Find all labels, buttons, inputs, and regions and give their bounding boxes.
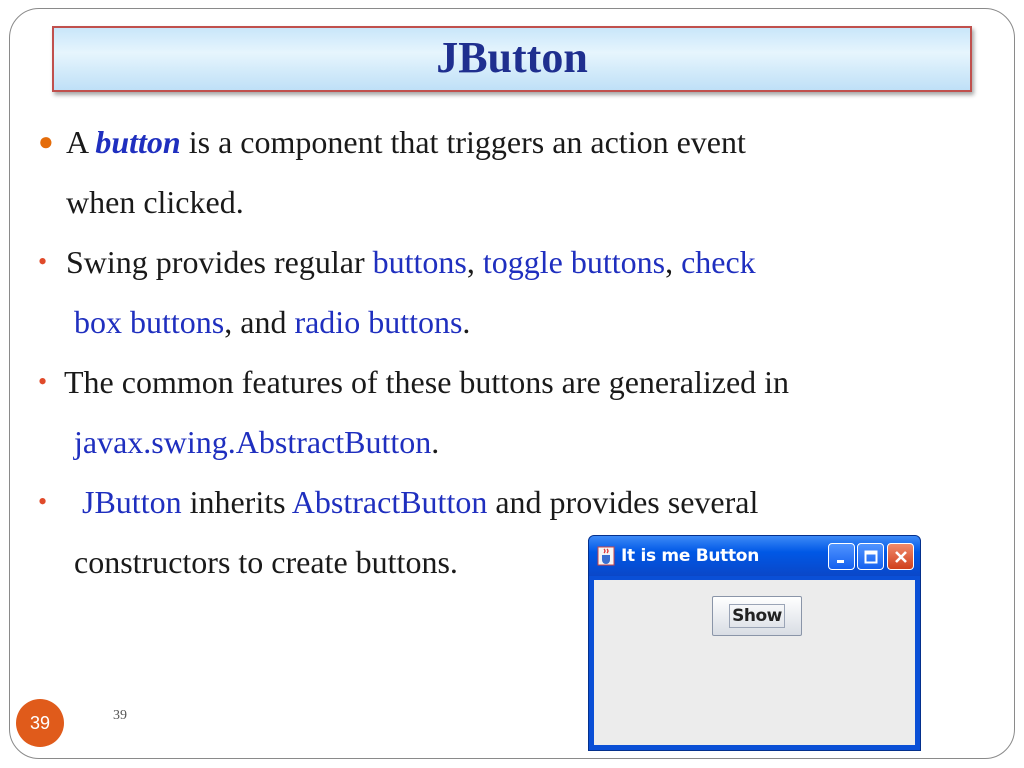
term-toggle-buttons: toggle buttons xyxy=(482,244,666,280)
java-window-screenshot xyxy=(588,535,921,751)
close-icon[interactable] xyxy=(887,543,914,570)
bullet-dot-icon: • xyxy=(38,247,48,276)
text-segment: inherits xyxy=(181,484,292,520)
bullet-3-line-1 xyxy=(38,352,948,412)
bullet-dot-icon: • xyxy=(38,367,48,396)
java-cup-icon xyxy=(597,546,615,566)
bullet-1-line-1 xyxy=(38,112,948,172)
bullet-4-line-1 xyxy=(38,472,948,532)
show-button-label: Show xyxy=(729,604,785,628)
minimize-icon[interactable] xyxy=(828,543,855,570)
text-segment: , xyxy=(466,244,483,280)
text-segment: Swing provides regular xyxy=(66,244,373,280)
window-title: It is me Button xyxy=(621,546,759,566)
text-segment: , and xyxy=(224,304,295,340)
slide-title: JButton xyxy=(436,32,588,82)
title-banner xyxy=(52,26,972,92)
show-button[interactable] xyxy=(712,596,802,636)
term-jbutton: JButton xyxy=(82,484,182,520)
window-content xyxy=(594,580,915,745)
text-segment: , xyxy=(665,244,682,280)
bullet-2-line-1 xyxy=(38,232,948,292)
window-titlebar xyxy=(589,536,920,576)
text-segment: and provides several xyxy=(487,484,759,520)
term-abstract-button-package: javax.swing.AbstractButton xyxy=(74,424,432,460)
text-segment: . xyxy=(431,424,440,460)
text-segment: when clicked. xyxy=(66,184,244,220)
text-segment: A xyxy=(66,124,96,160)
slide-content xyxy=(38,112,948,592)
bullet-dot-icon: ● xyxy=(38,127,54,156)
text-segment: constructors to create buttons. xyxy=(74,544,458,580)
term-radio-buttons: radio buttons xyxy=(294,304,463,340)
text-segment: . xyxy=(462,304,471,340)
bullet-3-line-2 xyxy=(38,412,948,472)
page-number-badge: 39 xyxy=(16,699,64,747)
emphasis-button: button xyxy=(95,124,181,160)
text-segment: The common features of these buttons are generalized in xyxy=(64,364,790,400)
bullet-1-line-2 xyxy=(38,172,948,232)
page-number: 39 xyxy=(113,708,127,723)
term-buttons: buttons xyxy=(372,244,467,280)
term-box-buttons: box buttons xyxy=(74,304,225,340)
term-abstractbutton: AbstractButton xyxy=(291,484,488,520)
bullet-2-line-2 xyxy=(38,292,948,352)
bullet-dot-icon: • xyxy=(38,487,48,516)
text-segment: is a component that triggers an action event xyxy=(180,124,746,160)
maximize-icon[interactable] xyxy=(857,543,884,570)
term-check: check xyxy=(681,244,756,280)
